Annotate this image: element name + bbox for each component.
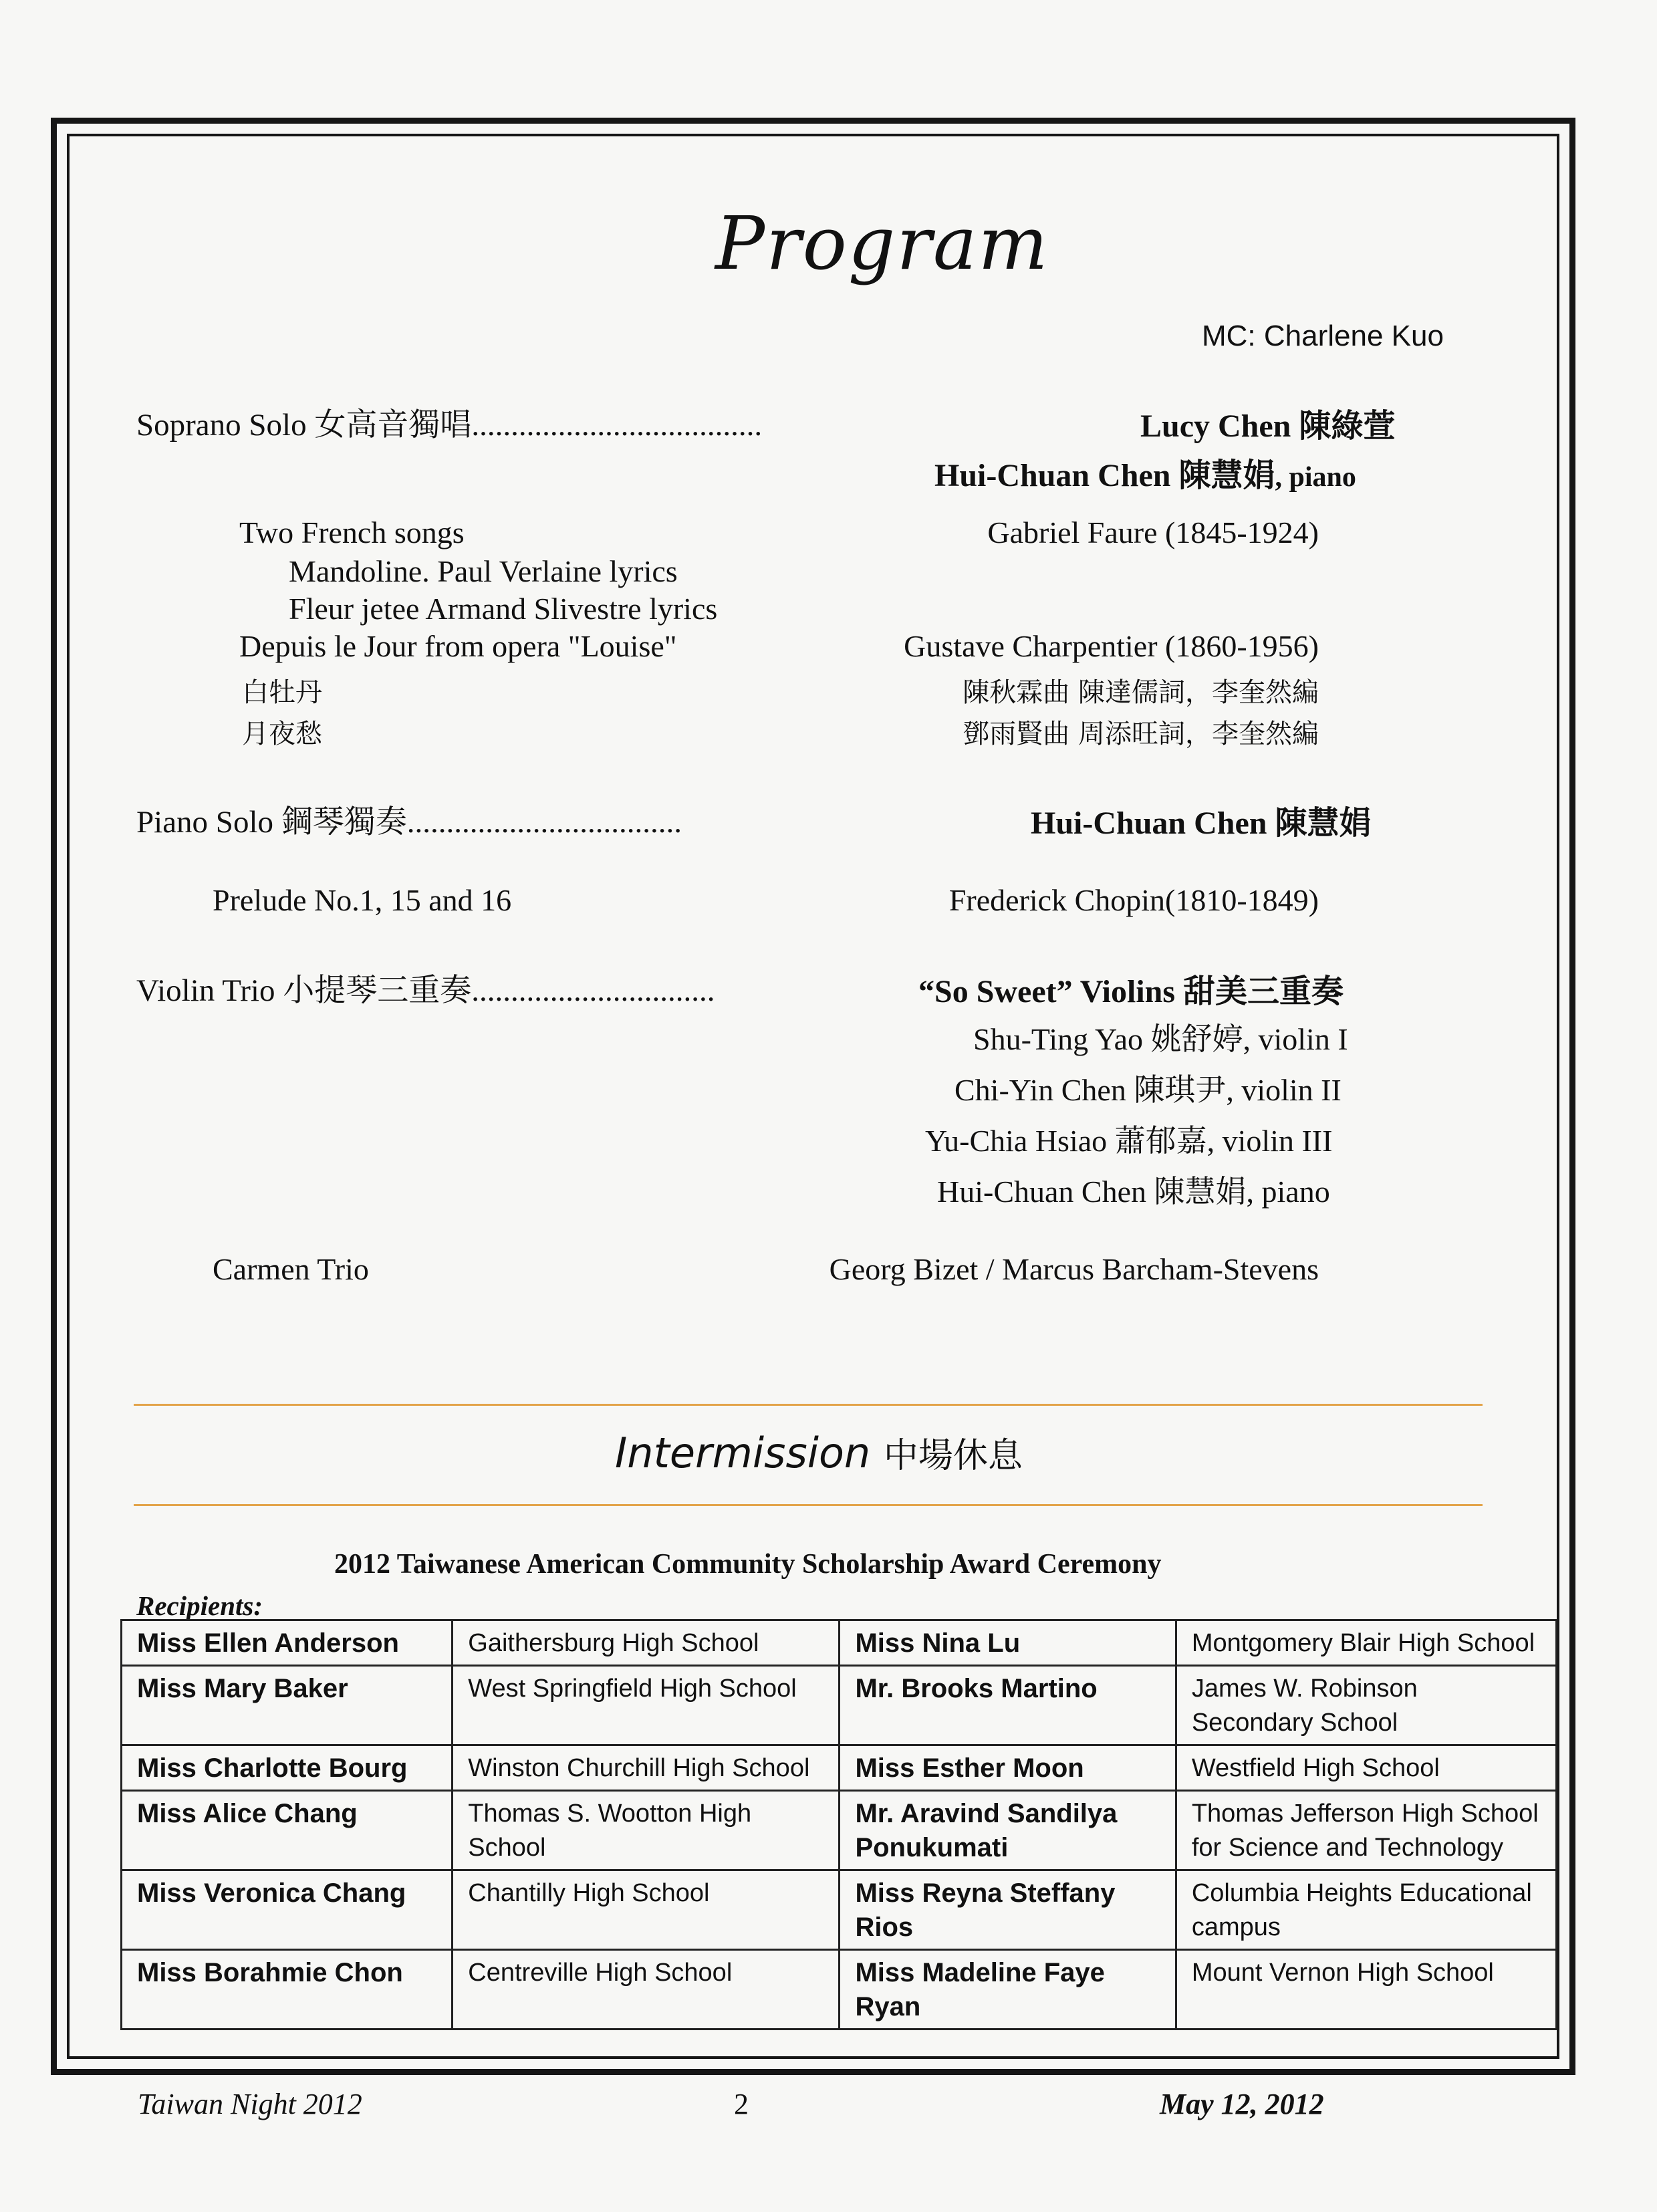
violin-member: Yu-Chia Hsiao 蕭郁嘉, violin III bbox=[925, 1124, 1333, 1158]
recipient-school: Montgomery Blair High School bbox=[1176, 1620, 1556, 1666]
divider-top bbox=[134, 1404, 1483, 1406]
violin-section-label: Violin Trio 小提琴三重奏............................... bbox=[136, 973, 715, 1008]
recipient-school: Columbia Heights Educational campus bbox=[1176, 1870, 1556, 1950]
violin-member: Hui-Chuan Chen 陳慧娟, piano bbox=[937, 1175, 1330, 1209]
recipient-school: West Springfield High School bbox=[453, 1666, 840, 1745]
recipient-name: Miss Nina Lu bbox=[840, 1620, 1176, 1666]
recipient-school: James W. Robinson Secondary School bbox=[1176, 1666, 1556, 1745]
ceremony-heading: 2012 Taiwanese American Community Scholarship Award Ceremony bbox=[334, 1549, 1162, 1580]
table-row bbox=[122, 1870, 1557, 1950]
soprano-pianist-name: Hui-Chuan Chen 陳慧娟 bbox=[934, 458, 1275, 493]
piano-section-label: Piano Solo 鋼琴獨奏................................... bbox=[136, 805, 682, 840]
divider-bottom bbox=[134, 1504, 1483, 1506]
recipient-name: Miss Esther Moon bbox=[840, 1745, 1176, 1791]
recipient-school: Thomas S. Wootton High School bbox=[453, 1791, 840, 1870]
intermission-zh: 中場休息 bbox=[883, 1436, 1023, 1476]
recipient-name: Miss Veronica Chang bbox=[122, 1870, 453, 1950]
soprano-section-label: Soprano Solo 女高音獨唱..................................... bbox=[136, 408, 763, 443]
recipients-label: Recipients: bbox=[136, 1590, 263, 1621]
piece-composer: Gustave Charpentier (1860-1956) bbox=[904, 629, 1319, 663]
piece-composer: 陳秋霖曲 陳達儒詞，李奎然編 bbox=[963, 677, 1319, 708]
piece-title: Prelude No.1, 15 and 16 bbox=[213, 883, 512, 917]
table-row bbox=[122, 1791, 1557, 1870]
footer-date: May 12, 2012 bbox=[1160, 2088, 1324, 2120]
recipient-name: Mr. Brooks Martino bbox=[840, 1666, 1176, 1745]
recipient-name: Miss Mary Baker bbox=[122, 1666, 453, 1745]
recipient-school: Gaithersburg High School bbox=[453, 1620, 840, 1666]
table-row bbox=[122, 1666, 1557, 1745]
recipient-school: Chantilly High School bbox=[453, 1870, 840, 1950]
recipients-table bbox=[120, 1619, 1557, 2030]
piece-title: 月夜愁 bbox=[242, 719, 322, 749]
intermission-en: Intermission bbox=[615, 1429, 871, 1477]
footer-event: Taiwan Night 2012 bbox=[138, 2088, 362, 2120]
piece-composer: Frederick Chopin(1810-1849) bbox=[948, 883, 1319, 917]
table-row bbox=[122, 1620, 1557, 1666]
recipient-name: Miss Borahmie Chon bbox=[122, 1950, 453, 2030]
violin-member: Shu-Ting Yao 姚舒婷, violin I bbox=[973, 1022, 1348, 1056]
piece-composer: Gabriel Faure (1845-1924) bbox=[987, 515, 1319, 549]
piece-title: Carmen Trio bbox=[213, 1252, 369, 1286]
recipient-name: Miss Ellen Anderson bbox=[122, 1620, 453, 1666]
piece-title: Depuis le Jour from opera "Louise" bbox=[239, 629, 677, 663]
recipient-school: Centreville High School bbox=[453, 1950, 840, 2030]
piece-title: 白牡丹 bbox=[242, 677, 322, 708]
soprano-pianist bbox=[934, 449, 1356, 495]
recipient-name: Mr. Aravind Sandilya Ponukumati bbox=[840, 1791, 1176, 1870]
mc-credit: MC: Charlene Kuo bbox=[1202, 320, 1444, 352]
recipient-name: Miss Reyna Steffany Rios bbox=[840, 1870, 1176, 1950]
recipient-school: Thomas Jefferson High School for Science and Technology bbox=[1176, 1791, 1556, 1870]
table-row bbox=[122, 1950, 1557, 2030]
recipient-school: Westfield High School bbox=[1176, 1745, 1556, 1791]
program-title: Program bbox=[715, 201, 1049, 286]
recipient-name: Miss Charlotte Bourg bbox=[122, 1745, 453, 1791]
recipient-name: Miss Alice Chang bbox=[122, 1791, 453, 1870]
piece-composer: Georg Bizet / Marcus Barcham-Stevens bbox=[829, 1252, 1319, 1286]
recipient-school: Winston Churchill High School bbox=[453, 1745, 840, 1791]
page-number: 2 bbox=[734, 2088, 749, 2120]
recipient-name: Miss Madeline Faye Ryan bbox=[840, 1950, 1176, 2030]
piece-title: Mandoline. Paul Verlaine lyrics bbox=[289, 554, 678, 588]
intermission-heading bbox=[615, 1427, 1023, 1477]
violin-ensemble: “So Sweet” Violins 甜美三重奏 bbox=[918, 974, 1344, 1009]
table-row bbox=[122, 1745, 1557, 1791]
piece-title: Two French songs bbox=[239, 515, 465, 549]
violin-member: Chi-Yin Chen 陳琪尹, violin II bbox=[954, 1073, 1342, 1107]
piece-title: Fleur jetee Armand Slivestre lyrics bbox=[289, 592, 718, 626]
soprano-pianist-role: , piano bbox=[1275, 462, 1356, 493]
piece-composer: 鄧雨賢曲 周添旺詞，李奎然編 bbox=[963, 719, 1319, 749]
piano-performer: Hui-Chuan Chen 陳慧娟 bbox=[1031, 806, 1372, 841]
soprano-performer: Lucy Chen 陳綠萱 bbox=[1140, 408, 1396, 444]
recipient-school: Mount Vernon High School bbox=[1176, 1950, 1556, 2030]
